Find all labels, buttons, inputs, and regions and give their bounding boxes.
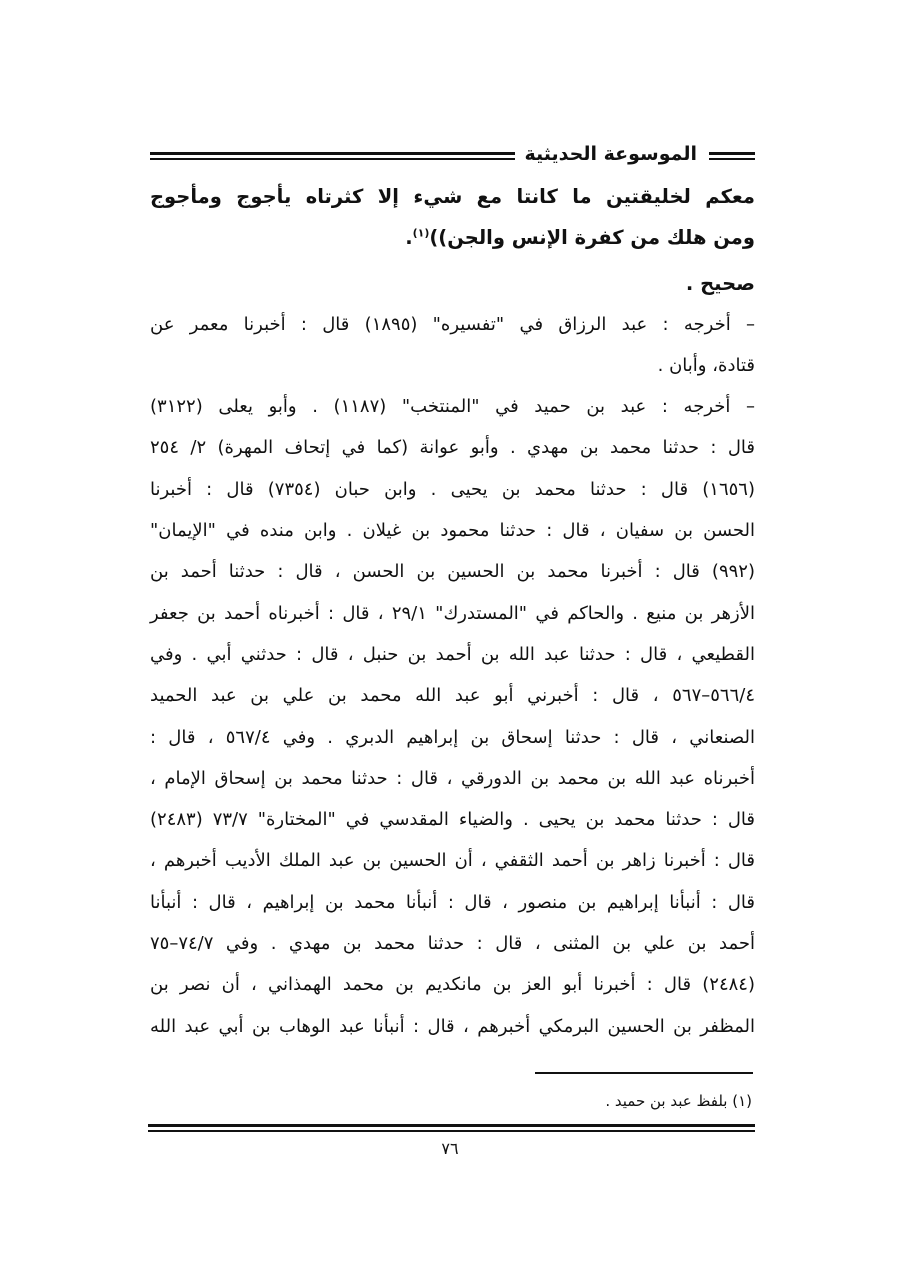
text-line: قال : أنبأنا إبراهيم بن منصور ، قال : أنبأنا محمد بن إبراهيم ، قال : أنبأنا [150,891,755,913]
footnote-marker: (١) [412,226,430,240]
text-line: أخبرناه عبد الله بن محمد بن الدورقي ، قال : حدثنا محمد بن إسحاق الإمام ، [150,767,755,789]
text-line: المظفر بن الحسين البرمكي أخبرهم ، قال : أنبأنا عبد الوهاب بن أبي عبد الله [150,1015,755,1037]
header-title: الموسوعة الحديثية [524,143,697,165]
footer-rule-thick [148,1124,755,1127]
text-line: الصنعاني ، قال : حدثنا إسحاق بن إبراهيم الدبري . وفي ٥٦٧/٤ ، قال : [150,726,755,748]
text-line: أحمد بن علي بن المثنى ، قال : حدثنا محمد بن مهدي . وفي ٧٤/٧–٧٥ [150,933,755,955]
quote-line-end: . [405,226,413,250]
footnote-separator [535,1072,753,1074]
footer-rule-thin [148,1130,755,1132]
takhrij-paragraph [150,386,755,1047]
text-line: ٥٦٦/٤–٥٦٧ ، قال : أخبرني أبو عبد الله محمد بن علي بن عبد الحميد [150,685,755,707]
text-line: (٩٩٢) قال : أخبرنا محمد بن الحسين بن الحسن ، قال : حدثنا أحمد بن [150,561,755,583]
text-line: – أخرجه : عبد الرزاق في "تفسيره" (١٨٩٥) قال : أخبرنا معمر عن [150,313,755,335]
text-line: الحسن بن سفيان ، قال : حدثنا محمود بن غيلان . وابن منده في "الإيمان" [150,520,755,542]
page-header [150,143,755,169]
text-line: القطيعي ، قال : حدثنا عبد الله بن أحمد بن حنبل ، قال : حدثني أبي . وفي [150,643,755,665]
grading-verdict: صحيح . [685,271,755,295]
text-line: قال : أخبرنا زاهر بن أحمد الثقفي ، أن الحسين بن عبد الملك الأديب أخبرهم ، [150,850,755,872]
takhrij-paragraph [150,304,755,387]
page-number: ٧٦ [441,1139,459,1158]
text-line: (١٦٥٦) قال : حدثنا محمد بن يحيى . وابن حبان (٧٣٥٤) قال : أخبرنا [150,478,755,500]
header-rule-left-thin [150,158,515,160]
quote-line: معكم لخليقتين ما كانتا مع شيء إلا كثرتاه يأجوج ومأجوج [150,185,755,208]
header-rule-right-thick [709,152,755,155]
hadith-quote [150,176,755,259]
text-line: (٢٤٨٤) قال : أخبرنا أبو العز بن مانكديم بن محمد الهمذاني ، أن نصر بن [150,974,755,996]
quote-line-text: ومن هلك من كفرة الإنس والجن)) [429,226,755,250]
header-rule-left-thick [150,152,515,155]
text-line: – أخرجه : عبد بن حميد في "المنتخب" (١١٨٧) . وأبو يعلى (٣١٢٢) [150,396,755,418]
footnote: (١) بلفظ عبد بن حميد . [605,1092,752,1110]
text-line: قال : حدثنا محمد بن مهدي . وأبو عوانة (كما في إتحاف المهرة) ٢/ ٢٥٤ [150,437,755,459]
text-line: الأزهر بن منيع . والحاكم في "المستدرك" ٢٩/١ ، قال : أخبرناه أحمد بن جعفر [150,602,755,624]
text-line: قال : حدثنا محمد بن يحيى . والضياء المقدسي في "المختارة" ٧٣/٧ (٢٤٨٣) [150,809,755,831]
header-rule-right-thin [709,158,755,160]
body-text [150,176,755,1047]
text-line: قتادة، وأبان . [657,354,755,376]
quote-line [150,217,755,258]
